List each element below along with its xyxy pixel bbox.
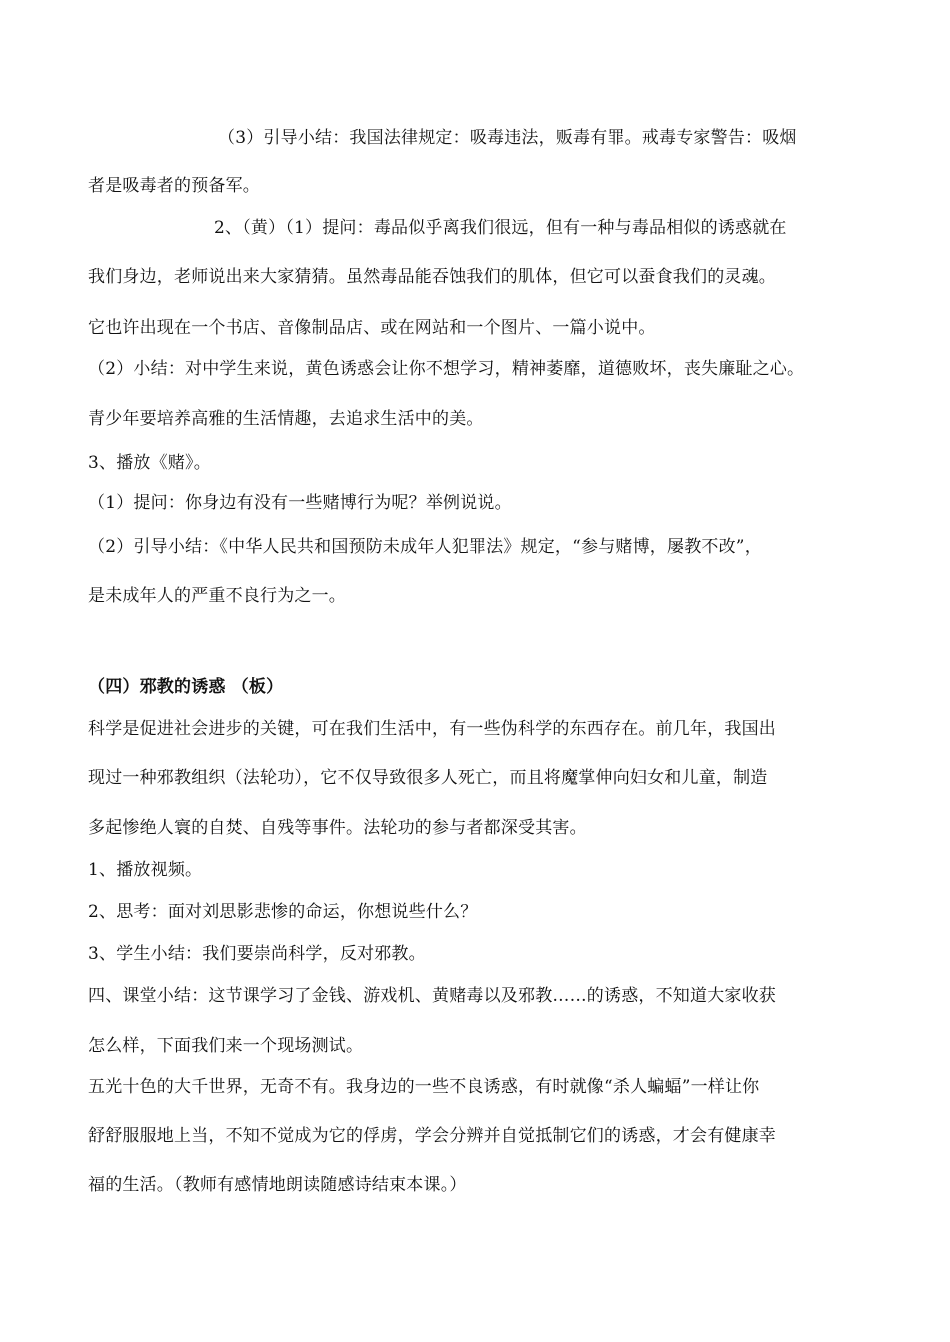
paragraph-line: 福的生活。（教师有感情地朗读随感诗结束本课。）	[88, 1175, 467, 1195]
list-item: 1、播放视频。	[88, 860, 203, 880]
paragraph-line: 青少年要培养高雅的生活情趣，去追求生活中的美。	[88, 409, 484, 429]
paragraph-line: 3、播放《赌》。	[88, 453, 211, 473]
paragraph-line: 五光十色的大千世界，无奇不有。我身边的一些不良诱惑，有时就像“杀人蝙蝠”一样让你	[88, 1077, 760, 1097]
paragraph-line: 四、课堂小结：这节课学习了金钱、游戏机、黄赌毒以及邪教……的诱惑，不知道大家收获	[88, 986, 776, 1006]
paragraph-line: （1）提问：你身边有没有一些赌博行为呢？举例说说。	[88, 493, 512, 513]
paragraph-line: 科学是促进社会进步的关键，可在我们生活中，有一些伪科学的东西存在。前几年，我国出	[88, 719, 776, 739]
paragraph-line: （2）引导小结：《中华人民共和国预防未成年人犯罪法》规定，“参与赌博，屡教不改”，	[88, 537, 762, 557]
paragraph-line: 现过一种邪教组织（法轮功），它不仅导致很多人死亡，而且将魔掌伸向妇女和儿童，制造	[88, 768, 768, 788]
list-item: 2、思考：面对刘思影悲惨的命运，你想说些什么？	[88, 902, 478, 922]
paragraph-line: 它也许出现在一个书店、音像制品店、或在网站和一个图片、一篇小说中。	[88, 318, 656, 338]
paragraph-line: 舒舒服服地上当，不知不觉成为它的俘虏，学会分辨并自觉抵制它们的诱惑，才会有健康幸	[88, 1126, 776, 1146]
paragraph-line: 我们身边，老师说出来大家猜猜。虽然毒品能吞蚀我们的肌体，但它可以蚕食我们的灵魂。	[88, 267, 776, 287]
paragraph-line: （3）引导小结：我国法律规定：吸毒违法，贩毒有罪。戒毒专家警告：吸烟	[218, 128, 797, 148]
section-heading: （四）邪教的诱惑 （板）	[88, 677, 284, 697]
list-item: 3、学生小结：我们要崇尚科学，反对邪教。	[88, 944, 426, 964]
paragraph-line: 2、（黄）（1）提问：毒品似乎离我们很远，但有一种与毒品相似的诱惑就在	[214, 218, 787, 238]
paragraph-line: （2）小结：对中学生来说，黄色诱惑会让你不想学习，精神萎靡，道德败坏，丧失廉耻之心。	[88, 359, 805, 379]
paragraph-line: 是未成年人的严重不良行为之一。	[88, 586, 346, 606]
paragraph-line: 者是吸毒者的预备军。	[88, 176, 260, 196]
paragraph-line: 多起惨绝人寰的自焚、自残等事件。法轮功的参与者都深受其害。	[88, 818, 587, 838]
paragraph-line: 怎么样，下面我们来一个现场测试。	[88, 1036, 364, 1056]
